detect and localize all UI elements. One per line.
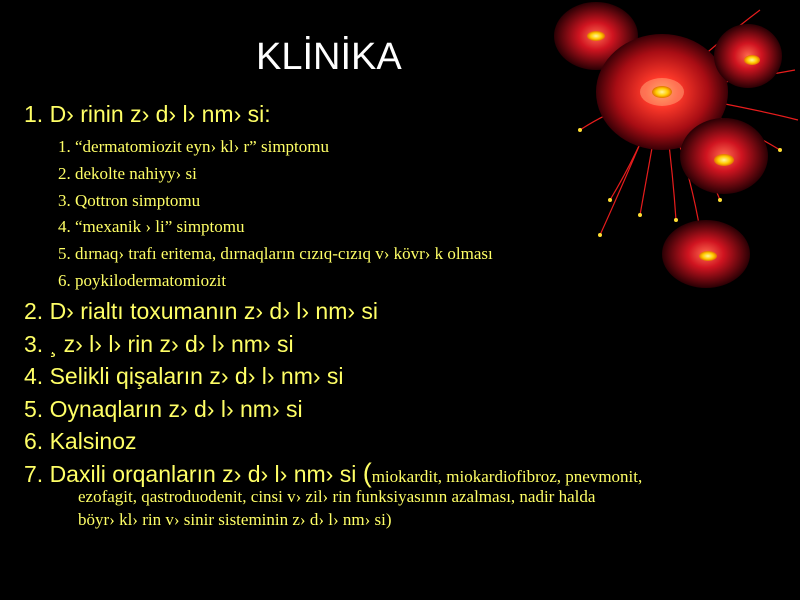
sub-list-item: 5. dırnaq› trafı eritema, dırnaqların cızıq-cızıq v› kövr› k olması	[58, 244, 493, 263]
list-item: 3. ¸ z› l› l› rin z› d› l› nm› si	[24, 331, 294, 357]
open-paren: (	[362, 458, 372, 488]
sub-list-item: 4. “mexanik › li” simptomu	[58, 217, 245, 236]
list-item-continuation: ezofagit, qastroduodenit, cinsi v› zil› rin funksiyasının azalması, nadir halda	[78, 487, 596, 506]
slide-title: KLİNİKA	[256, 36, 402, 78]
sub-list-item: 3. Qottron simptomu	[58, 191, 201, 210]
sub-list-item: 6. poykilodermatomiozit	[58, 271, 227, 290]
sub-list-item: 2. dekolte nahiyy› si	[58, 164, 197, 183]
list-item: 5. Oynaqların z› d› l› nm› si	[24, 396, 303, 422]
list-item-main-text: 7. Daxili orqanların z› d› l› nm› si	[24, 461, 363, 487]
list-item: 2. D› rialtı toxumanın z› d› l› nm› si	[24, 298, 379, 324]
list-item-continuation: böyr› kl› rin v› sinir sisteminin z› d› l› nm› si)	[78, 510, 392, 529]
list-item: 1. D› rinin z› d› l› nm› si:	[24, 101, 271, 127]
list-item	[24, 458, 642, 489]
sub-list-item: 1. “dermatomiozit eyn› kl› r” simptomu	[58, 137, 329, 156]
list-item: 4. Selikli qişaların z› d› l› nm› si	[24, 363, 344, 389]
list-item: 6. Kalsinoz	[24, 428, 137, 454]
list-item-detail: miokardit, miokardiofibroz, pnevmonit,	[371, 467, 643, 486]
